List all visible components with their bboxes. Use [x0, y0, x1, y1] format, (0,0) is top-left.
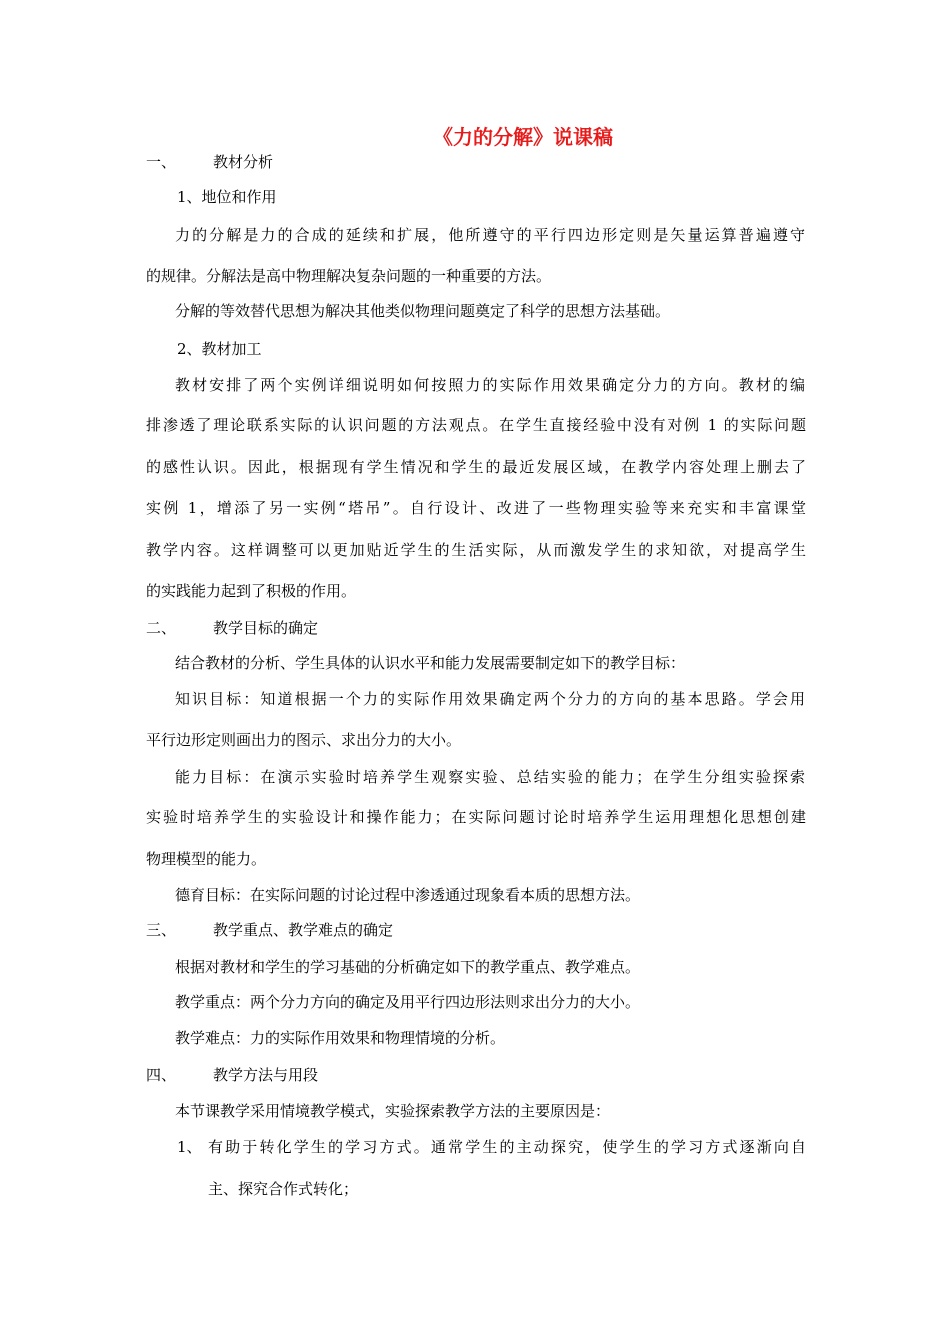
section-heading: 教材分析: [213, 153, 274, 171]
list-item-number: 1、: [177, 1138, 202, 1156]
paragraph-line: 排渗透了理论联系实际的认识问题的方法观点。在学生直接经验中没有对例 1 的实际问题: [146, 416, 806, 434]
paragraph-line: 能力目标：在演示实验时培养学生观察实验、总结实验的能力；在学生分组实验探索: [175, 768, 805, 786]
list-item-line: 有助于转化学生的学习方式。通常学生的主动探究，使学生的学习方式逐渐向自: [208, 1138, 806, 1156]
document-title: 《力的分解》说课稿: [433, 125, 613, 149]
paragraph-line: 的感性认识。因此，根据现有学生情况和学生的最近发展区域，在教学内容处理上删去了: [146, 458, 806, 476]
paragraph-line: 实例 1，增添了另一实例“塔吊”。自行设计、改进了一些物理实验等来充实和丰富课堂: [146, 499, 806, 517]
section-heading: 教学方法与用段: [213, 1066, 319, 1084]
section-number: 一、: [146, 153, 177, 171]
paragraph-line: 的规律。分解法是高中物理解决复杂问题的一种重要的方法。: [146, 267, 552, 285]
section-heading: 教学目标的确定: [213, 619, 319, 637]
paragraph: 本节课教学采用情境教学模式，实验探索教学方法的主要原因是：: [175, 1102, 611, 1120]
section-heading: 教学重点、教学难点的确定: [213, 921, 394, 939]
paragraph-line: 知识目标：知道根据一个力的实际作用效果确定两个分力的方向的基本思路。学会用: [175, 690, 805, 708]
section-number: 四、: [146, 1066, 177, 1084]
subheading: 2、教材加工: [177, 340, 262, 358]
paragraph-line: 实验时培养学生的实验设计和操作能力；在实际问题讨论时培养学生运用理想化思想创建: [146, 808, 806, 826]
subheading: 1、地位和作用: [177, 188, 277, 206]
list-item-line: 主、探究合作式转化；: [208, 1180, 359, 1198]
paragraph-line: 力的分解是力的合成的延续和扩展，他所遵守的平行四边形定则是矢量运算普遍遵守: [175, 226, 805, 244]
paragraph-line: 平行边形定则画出力的图示、求出分力的大小。: [146, 731, 462, 749]
paragraph: 教学重点：两个分力方向的确定及用平行四边形法则求出分力的大小。: [175, 993, 641, 1011]
paragraph-line: 物理模型的能力。: [146, 850, 267, 868]
section-number: 三、: [146, 921, 177, 939]
section-number: 二、: [146, 619, 177, 637]
paragraph: 德育目标：在实际问题的讨论过程中渗透通过现象看本质的思想方法。: [175, 886, 641, 904]
paragraph: 结合教材的分析、学生具体的认识水平和能力发展需要制定如下的教学目标：: [175, 654, 686, 672]
paragraph: 分解的等效替代思想为解决其他类似物理问题奠定了科学的思想方法基础。: [175, 302, 671, 320]
paragraph: 教学难点：力的实际作用效果和物理情境的分析。: [175, 1029, 506, 1047]
paragraph-line: 的实践能力起到了积极的作用。: [146, 582, 357, 600]
paragraph: 根据对教材和学生的学习基础的分析确定如下的教学重点、教学难点。: [175, 958, 641, 976]
paragraph-line: 教材安排了两个实例详细说明如何按照力的实际作用效果确定分力的方向。教材的编: [175, 376, 805, 394]
paragraph-line: 教学内容。这样调整可以更加贴近学生的生活实际，从而激发学生的求知欲，对提高学生: [146, 541, 806, 559]
